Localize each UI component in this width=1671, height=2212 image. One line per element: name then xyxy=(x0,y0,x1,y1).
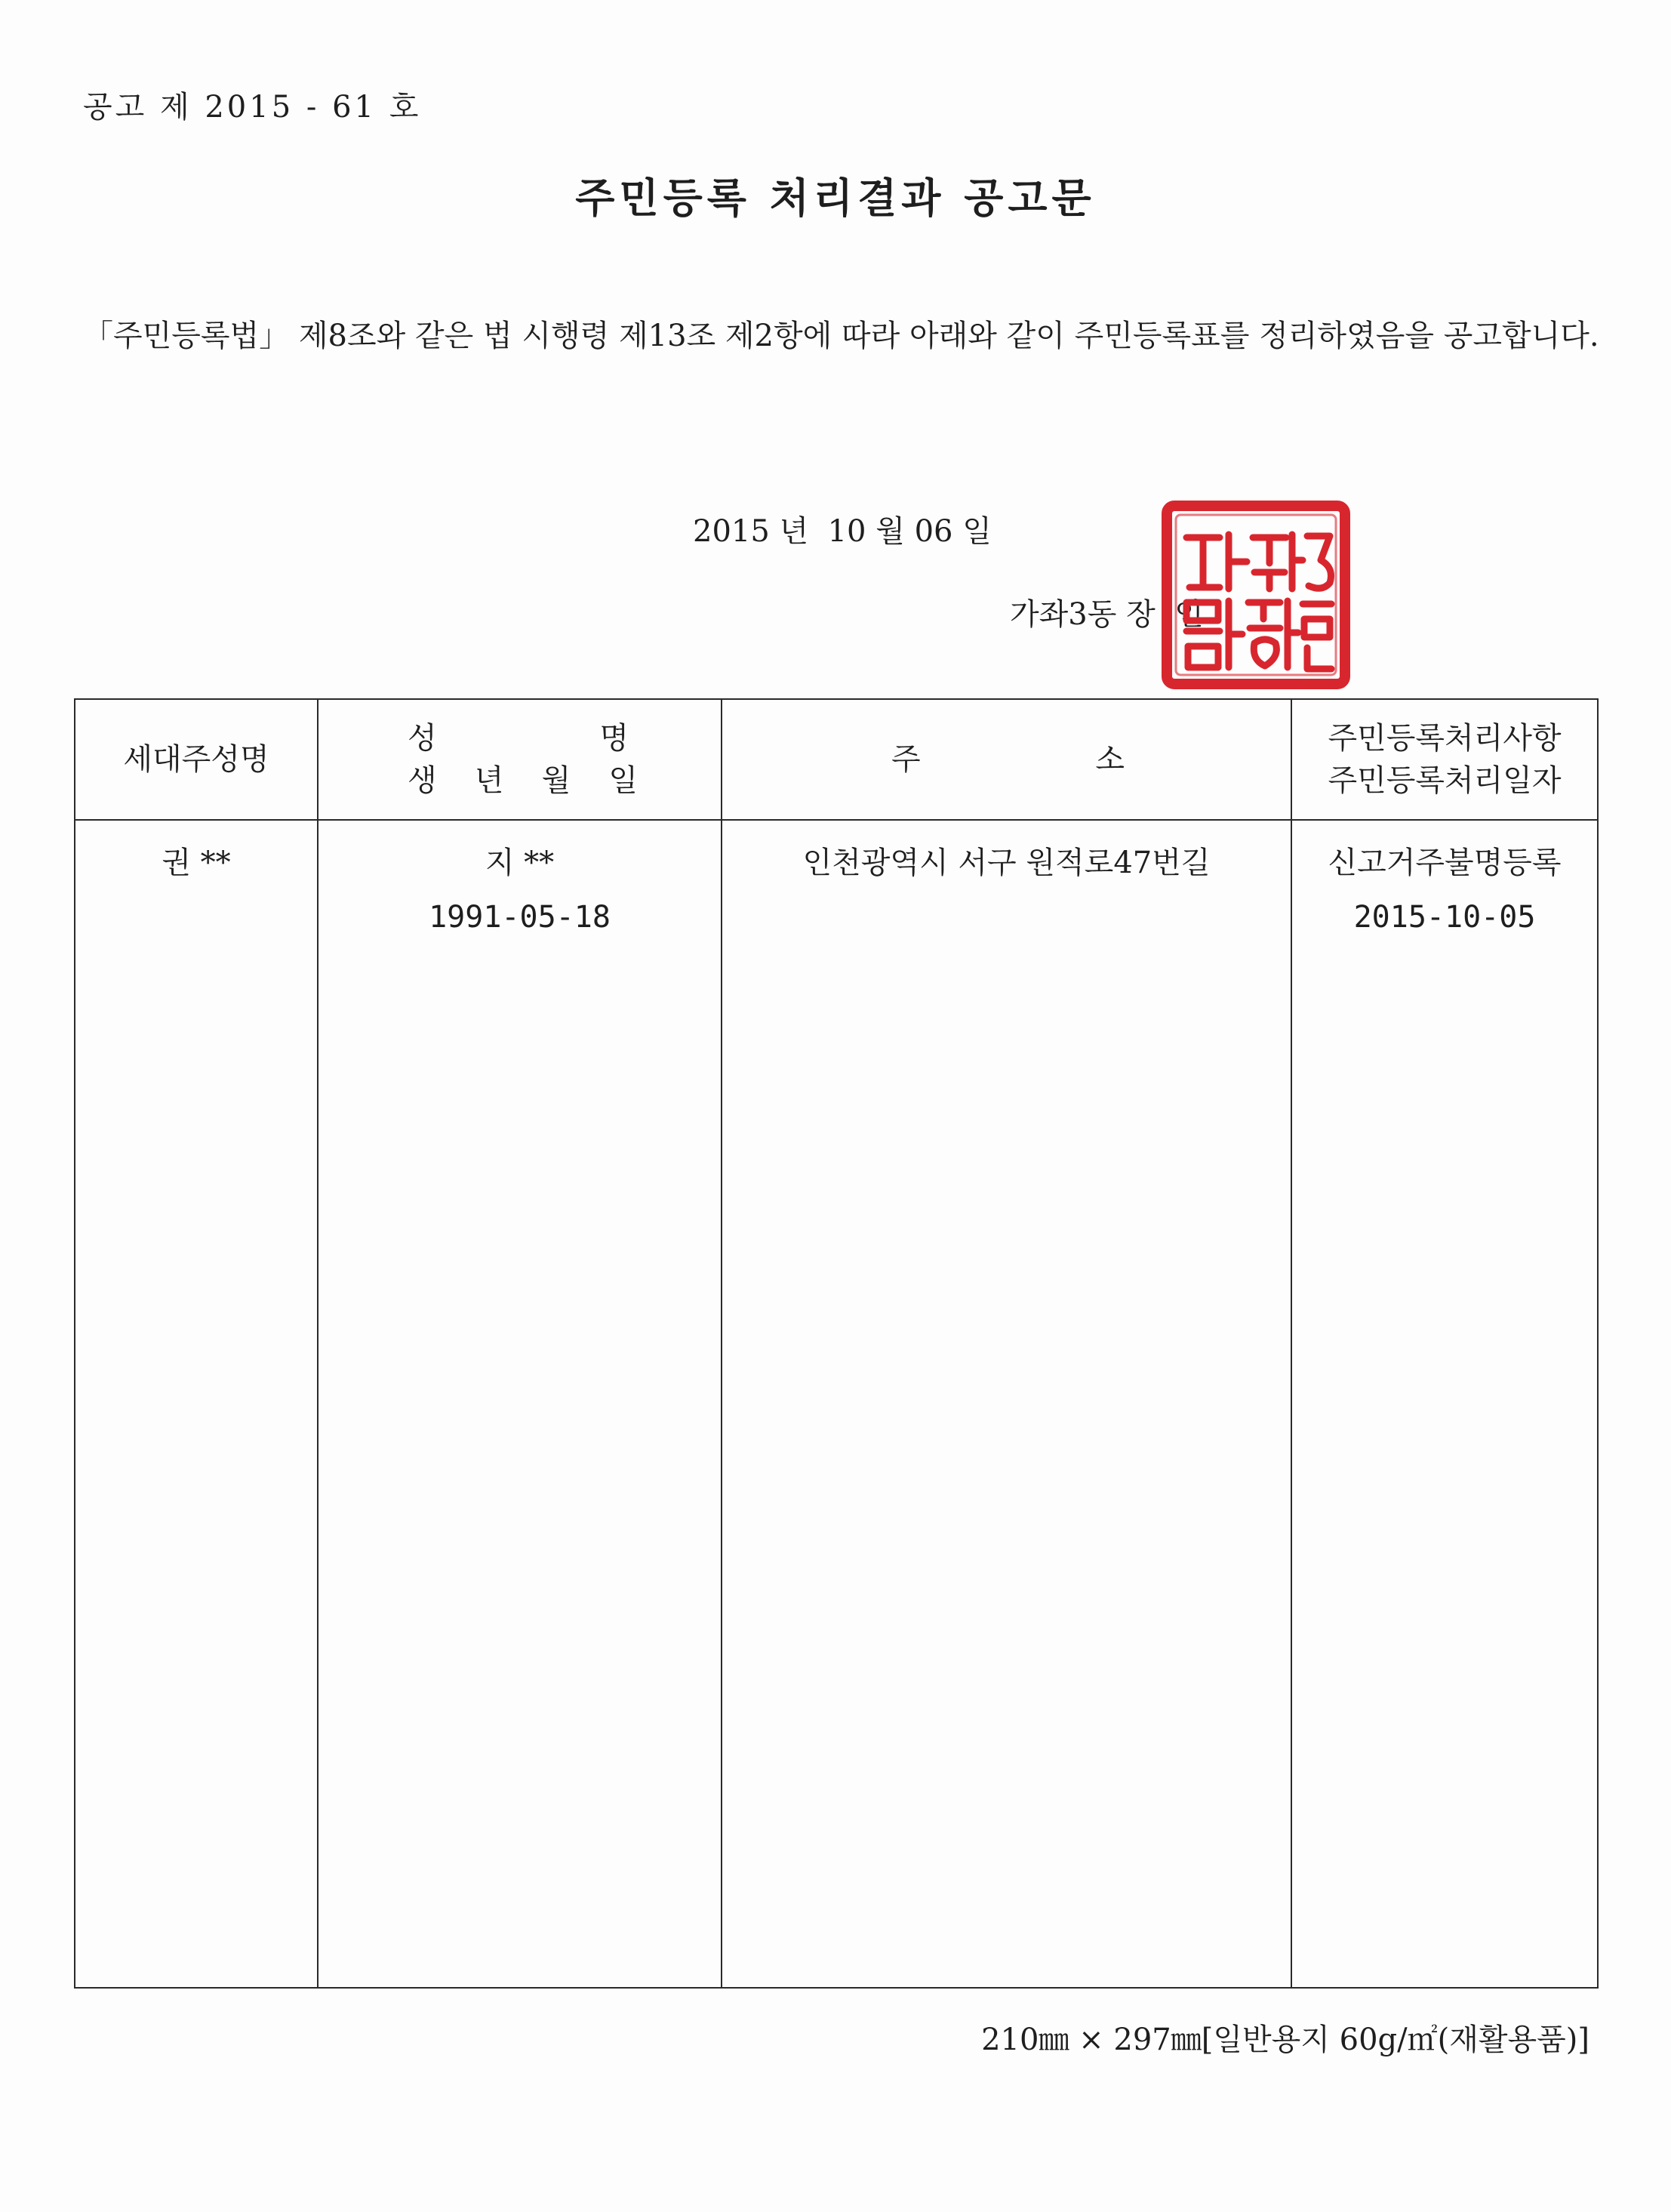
cell-name-birthdate xyxy=(318,820,722,1988)
header-birth-line: 생 년 월 일 xyxy=(408,763,638,798)
cell-name: 지 ** xyxy=(485,846,555,880)
cell-address: 인천광역시 서구 원적로47번길 xyxy=(722,820,1291,1988)
document-title: 주민등록 처리결과 공고문 xyxy=(575,174,1096,222)
date-year: 2015 xyxy=(693,514,770,549)
notice-date xyxy=(693,507,992,550)
issuer-seal-mark: 인 xyxy=(1174,597,1204,632)
issuer-name: 가좌3동 장 xyxy=(1010,597,1156,632)
official-seal-stamp xyxy=(1159,498,1352,692)
date-day-unit: 일 xyxy=(962,514,992,549)
cell-birth-date: 1991-05-18 xyxy=(429,900,611,935)
header-processing-item: 주민등록처리사항 xyxy=(1328,721,1562,756)
header-household-head: 세대주성명 xyxy=(75,699,318,820)
date-year-unit: 년 xyxy=(779,514,809,549)
cell-processing-item: 신고거주불명등록 xyxy=(1328,846,1562,880)
table-row xyxy=(75,820,1598,1988)
cell-processing xyxy=(1291,820,1598,1988)
header-processing-date: 주민등록처리일자 xyxy=(1328,763,1562,798)
registration-table xyxy=(74,698,1599,1989)
cell-household-head: 권 ** xyxy=(75,820,318,1988)
paper-spec-footer: 210㎜ × 297㎜[일반용지 60g/㎡(재활용품)] xyxy=(981,2023,1589,2057)
date-day: 06 xyxy=(914,514,953,549)
date-month-unit: 월 xyxy=(876,514,905,549)
header-name-birthdate xyxy=(318,699,722,820)
date-month: 10 xyxy=(827,514,866,549)
cell-processing-date: 2015-10-05 xyxy=(1353,900,1536,935)
header-processing xyxy=(1291,699,1598,820)
header-name-line: 성 명 xyxy=(408,721,629,756)
header-address: 주 소 xyxy=(722,699,1291,820)
table-header-row xyxy=(75,699,1598,820)
notice-number: 공고 제 2015 - 61 호 xyxy=(83,90,422,125)
notice-body-text: 「주민등록법」 제8조와 같은 법 시행령 제13조 제2항에 따라 아래와 같이 주민등록표를 정리하였음을 공고합니다. xyxy=(83,319,1599,353)
